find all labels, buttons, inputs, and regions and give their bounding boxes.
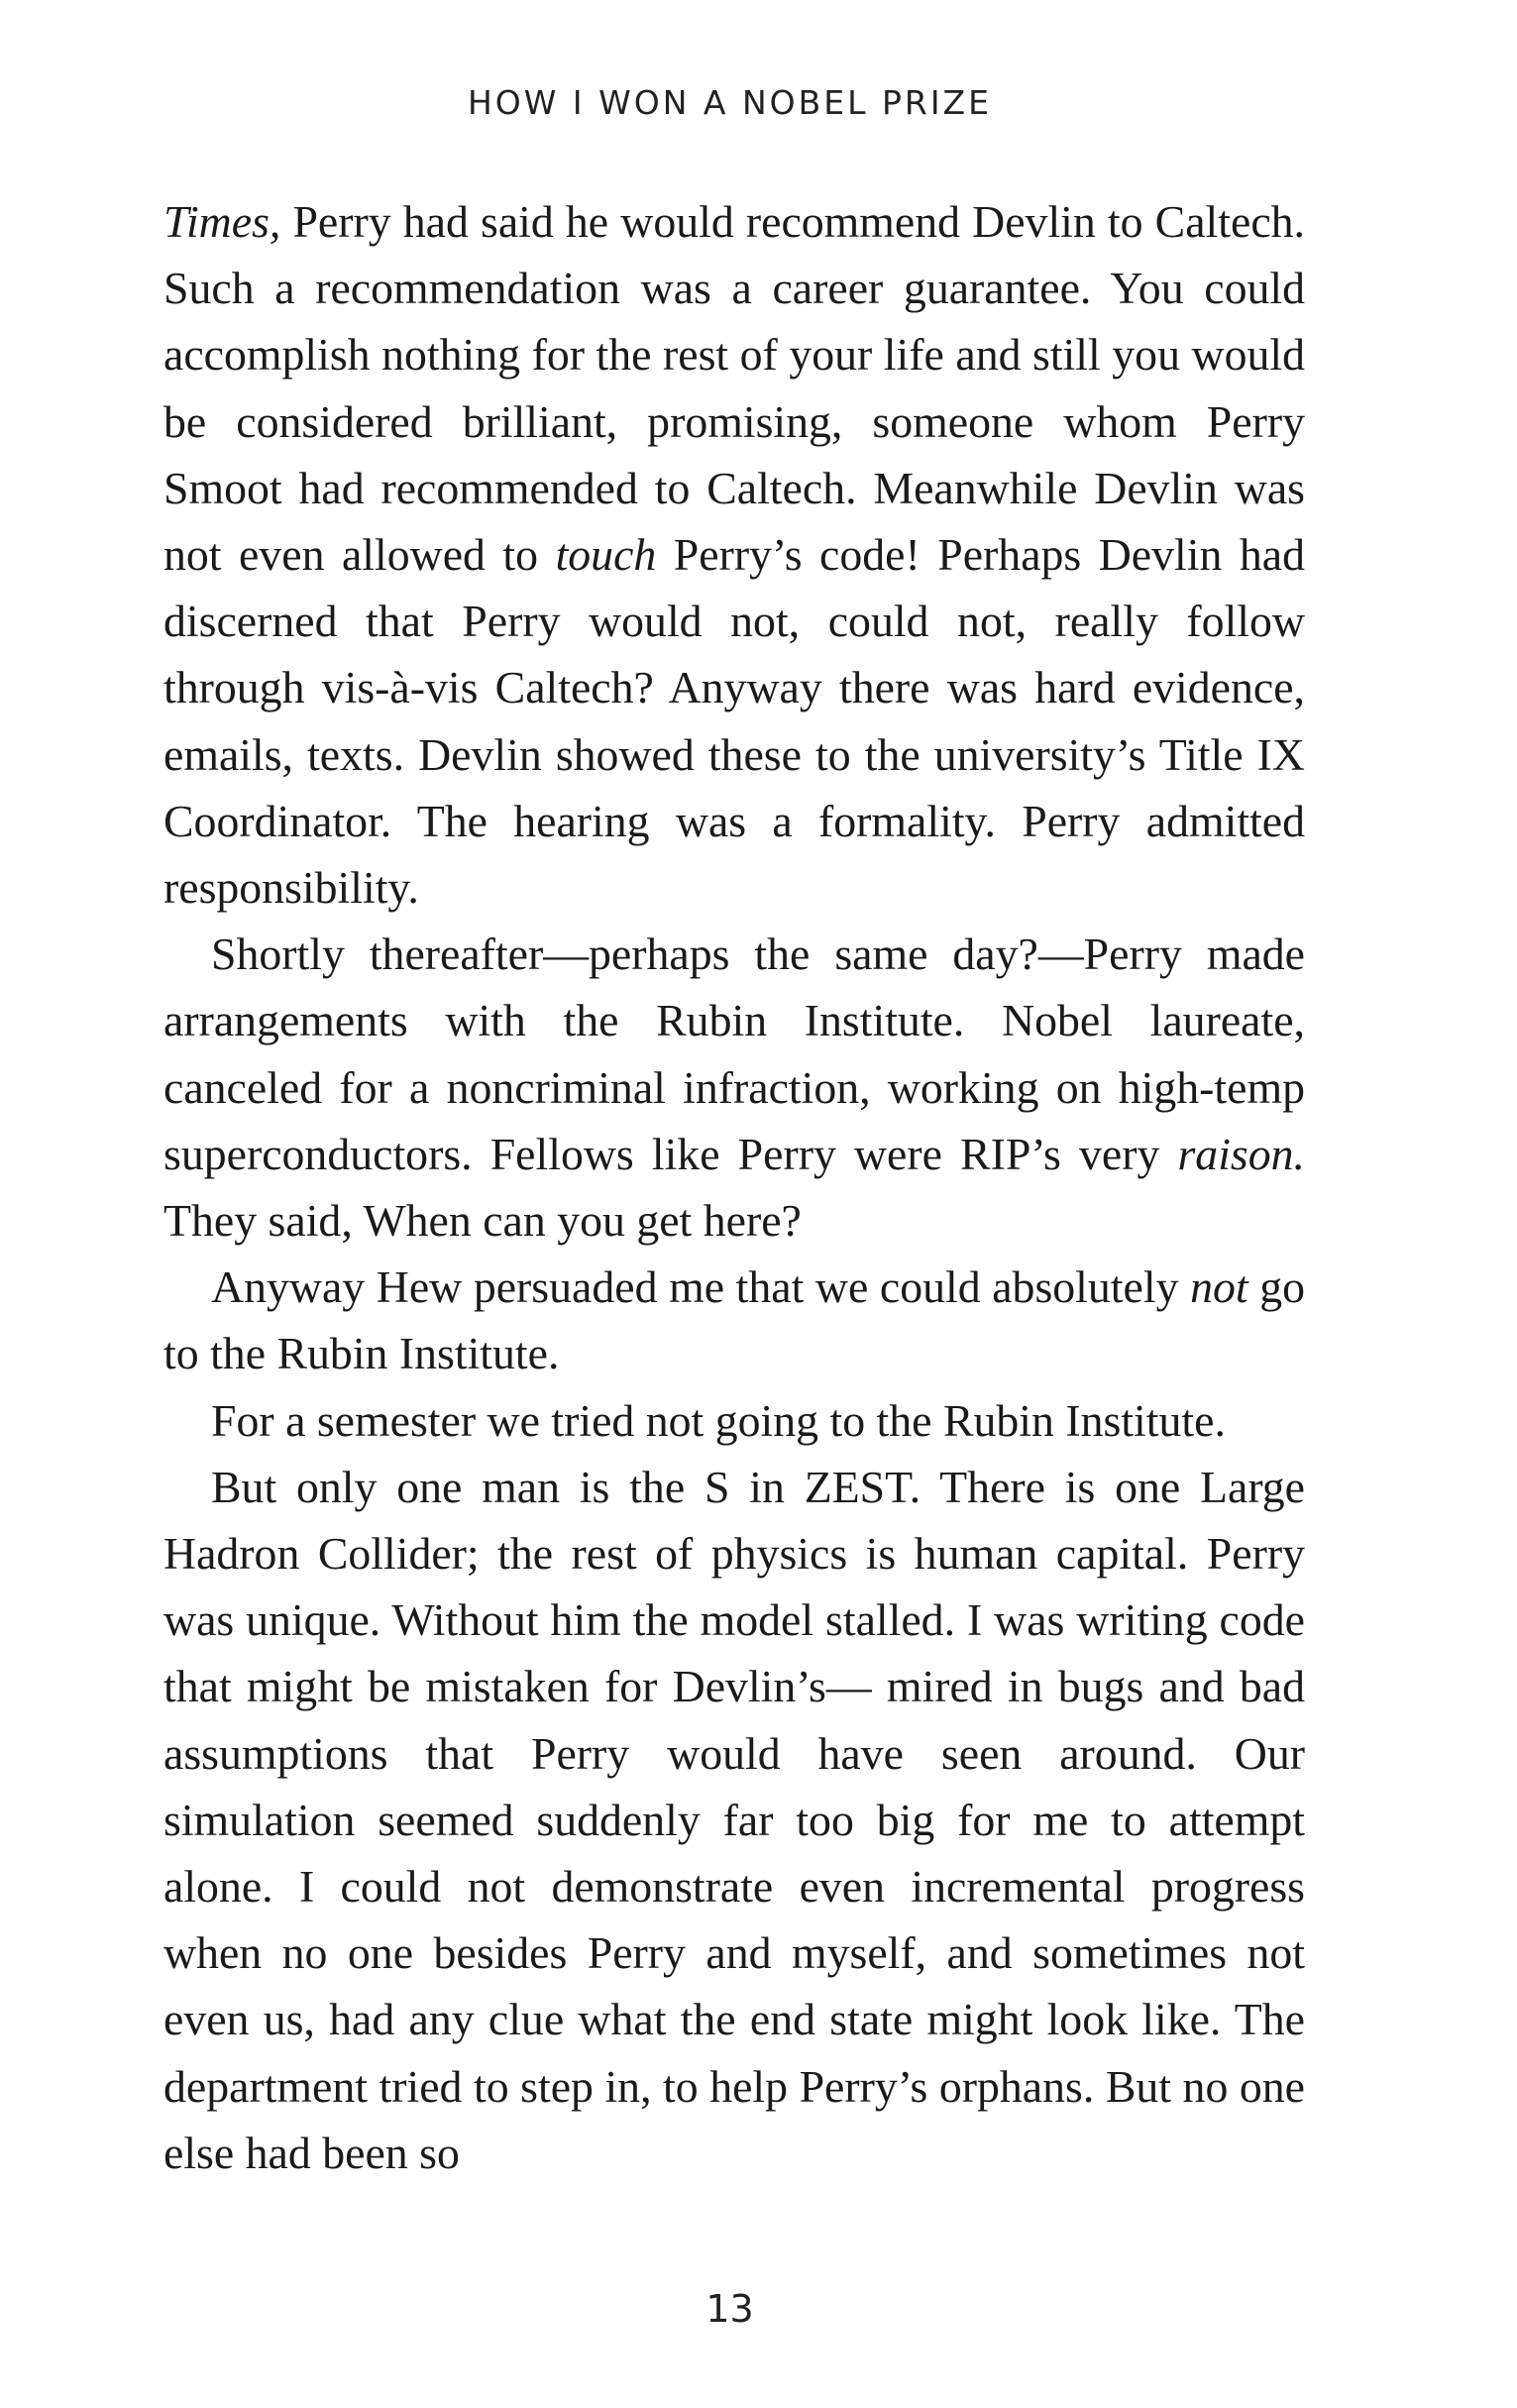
paragraph-2-seg-0: Shortly thereafter—perhaps the same day?—Perry made arrangements with the Rubin Institute. Nobel laureate, canceled for a noncriminal infraction, working on high-temp superconductors. Fellows like Perry were RIP’s very [163,929,1305,1179]
paragraph-1-seg-1: Perry had said he would recommend Devlin to Caltech. Such a recommendation was a career guarantee. You could accomplish nothing for the rest of your life and still you would be considered brilliant, promising, someone whom Perry Smoot had recommended to Caltech. Meanwhile Devlin was not even allowed to [163,196,1305,581]
running-head: HOW I WON A NOBEL PRIZE [467,83,993,122]
paragraph-1-seg-3: Perry’s code! Perhaps Devlin had discerned that Perry would not, could not, really follow through vis-à-vis Caltech? Anyway there was hard evidence, emails, texts. Devlin showed these to the university’s Title IX Coordinator. The hearing was a formality. Perry admitted responsibility. [163,529,1305,914]
paragraph-5-seg-0: But only one man is the S in ZEST. There is one Large Hadron Collider; the rest of physics is human capital. Perry was unique. Without him the model stalled. I was writing code that might be mistaken for Devlin’s— mired in bugs and bad assumptions that Perry would have seen around. Our simulation seemed suddenly far too big for me to attempt alone. I could not demonstrate even incremental progress when no one besides Perry and myself, and sometimes not even us, had any clue what the end state might look like. The department tried to step in, to help Perry’s orphans. But no one else had been so [163,1461,1305,2178]
paragraph-4 [163,1387,1305,1454]
page-number: 13 [705,2287,754,2331]
paragraph-3 [163,1254,1305,1386]
paragraph-1 [163,188,1305,921]
paragraph-3-seg-0: Anyway Hew persuaded me that we could absolutely [211,1261,1191,1313]
paragraph-3-seg-1: not [1190,1261,1248,1313]
paragraph-2 [163,921,1305,1254]
paragraph-2-seg-2: They said, When can you get here? [163,1195,802,1247]
body-text [163,188,1305,2186]
paragraph-1-seg-2: touch [555,529,657,581]
paragraph-2-seg-1: raison. [1177,1128,1305,1179]
paragraph-1-seg-0: Times, [163,196,281,247]
paragraph-3-seg-2: go to the Rubin Institute. [163,1261,1305,1379]
paragraph-4-seg-0: For a semester we tried not going to the Rubin Institute. [211,1394,1226,1446]
paragraph-5 [163,1454,1305,2186]
